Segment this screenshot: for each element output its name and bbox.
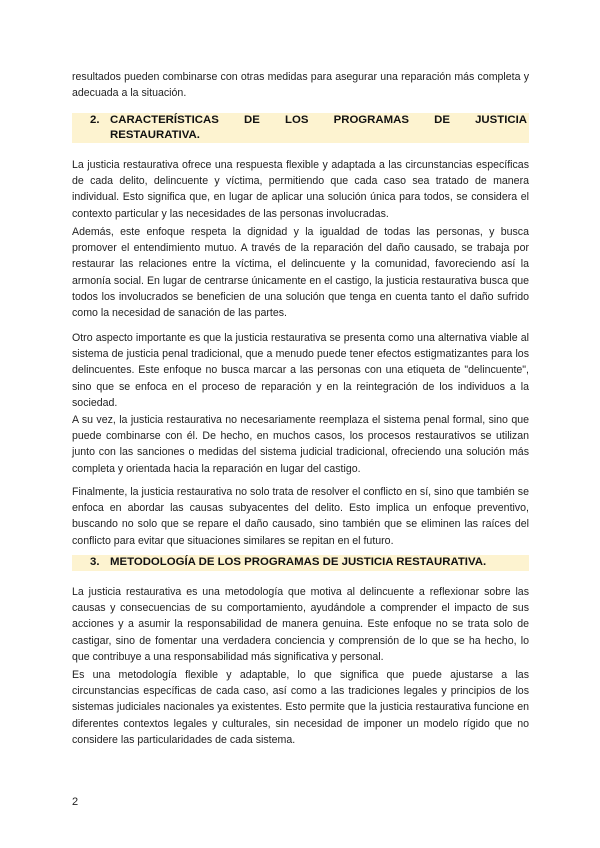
- section-2-number: 2.: [90, 114, 100, 126]
- section-3-heading: [72, 555, 529, 571]
- section-2-title-line2: RESTAURATIVA.: [110, 128, 200, 141]
- section-3-paragraph-1: La justicia restaurativa es una metodología que motiva al delincuente a reflexionar sobre las causas y consecuencias de su comportamiento, ayudándole a comprender el impacto de sus acciones y a asumir la responsabilidad de manera genuina. Este enfoque no se trata solo de castigar, sino de fomentar una verdadera conciencia y comprensión de lo que se ha hecho, lo que contribuye a una responsabilidad más significativa y personal.: [72, 586, 529, 663]
- section-3-paragraph-2: Es una metodología flexible y adaptable, lo que significa que puede ajustarse a las circunstancias específicas de cada caso, así como a las tradiciones legales y principios de los sistemas judiciales nacionales ya existentes. Esto permite que la justicia restaurativa funcione en diferentes contextos legales y culturales, sin necesidad de imponer un modelo rígido que no considere las particularidades de cada sistema.: [72, 669, 529, 746]
- section-2-title-line1: CARACTERÍSTICAS DE LOS PROGRAMAS DE JUSTICIA: [110, 114, 527, 126]
- section-2-paragraph-3: Otro aspecto importante es que la justicia restaurativa se presenta como una alternativa viable al sistema de justicia penal tradicional, que a menudo puede tener efectos estigmatizantes para los delincuentes. Este enfoque no busca marcar a las personas con una etiqueta de "delincuente", sino que se enfoca en el proceso de reparación y en la reintegración de los individuos a la sociedad.: [72, 332, 529, 409]
- section-2-paragraph-5: Finalmente, la justicia restaurativa no solo trata de resolver el conflicto en sí, sino que también se enfoca en abordar las causas subyacentes del delito. Esto implica un enfoque preventivo, buscando no solo que se repare el daño causado, sino también que se eliminen las raíces del conflicto para evitar que situaciones similares se repitan en el futuro.: [72, 486, 529, 547]
- section-3-number: 3.: [90, 556, 100, 568]
- section-2-paragraph-4: A su vez, la justicia restaurativa no necesariamente reemplaza el sistema penal formal, sino que puede combinarse con él. De hecho, en muchos casos, los procesos restaurativos se utilizan junto con las sanciones o medidas del sistema judicial tradicional, ofreciendo una solución más completa y orientada hacia la reparación en lugar del castigo.: [72, 414, 529, 475]
- page-number: 2: [72, 796, 79, 808]
- section-3-title: METODOLOGÍA DE LOS PROGRAMAS DE JUSTICIA RESTAURATIVA.: [110, 556, 487, 568]
- section-2-heading: [72, 113, 529, 143]
- section-2-paragraph-2: Además, este enfoque respeta la dignidad y la igualdad de todas las personas, y busca promover el entendimiento mutuo. A través de la reparación del daño causado, se trabaja por restaurar las relaciones entre la víctima, el delincuente y la comunidad, favoreciendo así la armonía social. En lugar de centrarse únicamente en el castigo, la justicia restaurativa busca que todos los involucrados se beneficien de una solución que tenga en cuenta tanto el daño sufrido como la necesidad de sanación de las partes.: [72, 226, 529, 320]
- section-2-paragraph-1: La justicia restaurativa ofrece una respuesta flexible y adaptada a las circunstancias específicas de cada delito, delincuente y víctima, permitiendo que cada caso sea tratado de manera individual. Esto significa que, en lugar de aplicar una solución única para todos, se considera el contexto particular y las necesidades de las personas involucradas.: [72, 159, 529, 220]
- intro-paragraph: resultados pueden combinarse con otras medidas para asegurar una reparación más completa y adecuada a la situación.: [72, 71, 529, 100]
